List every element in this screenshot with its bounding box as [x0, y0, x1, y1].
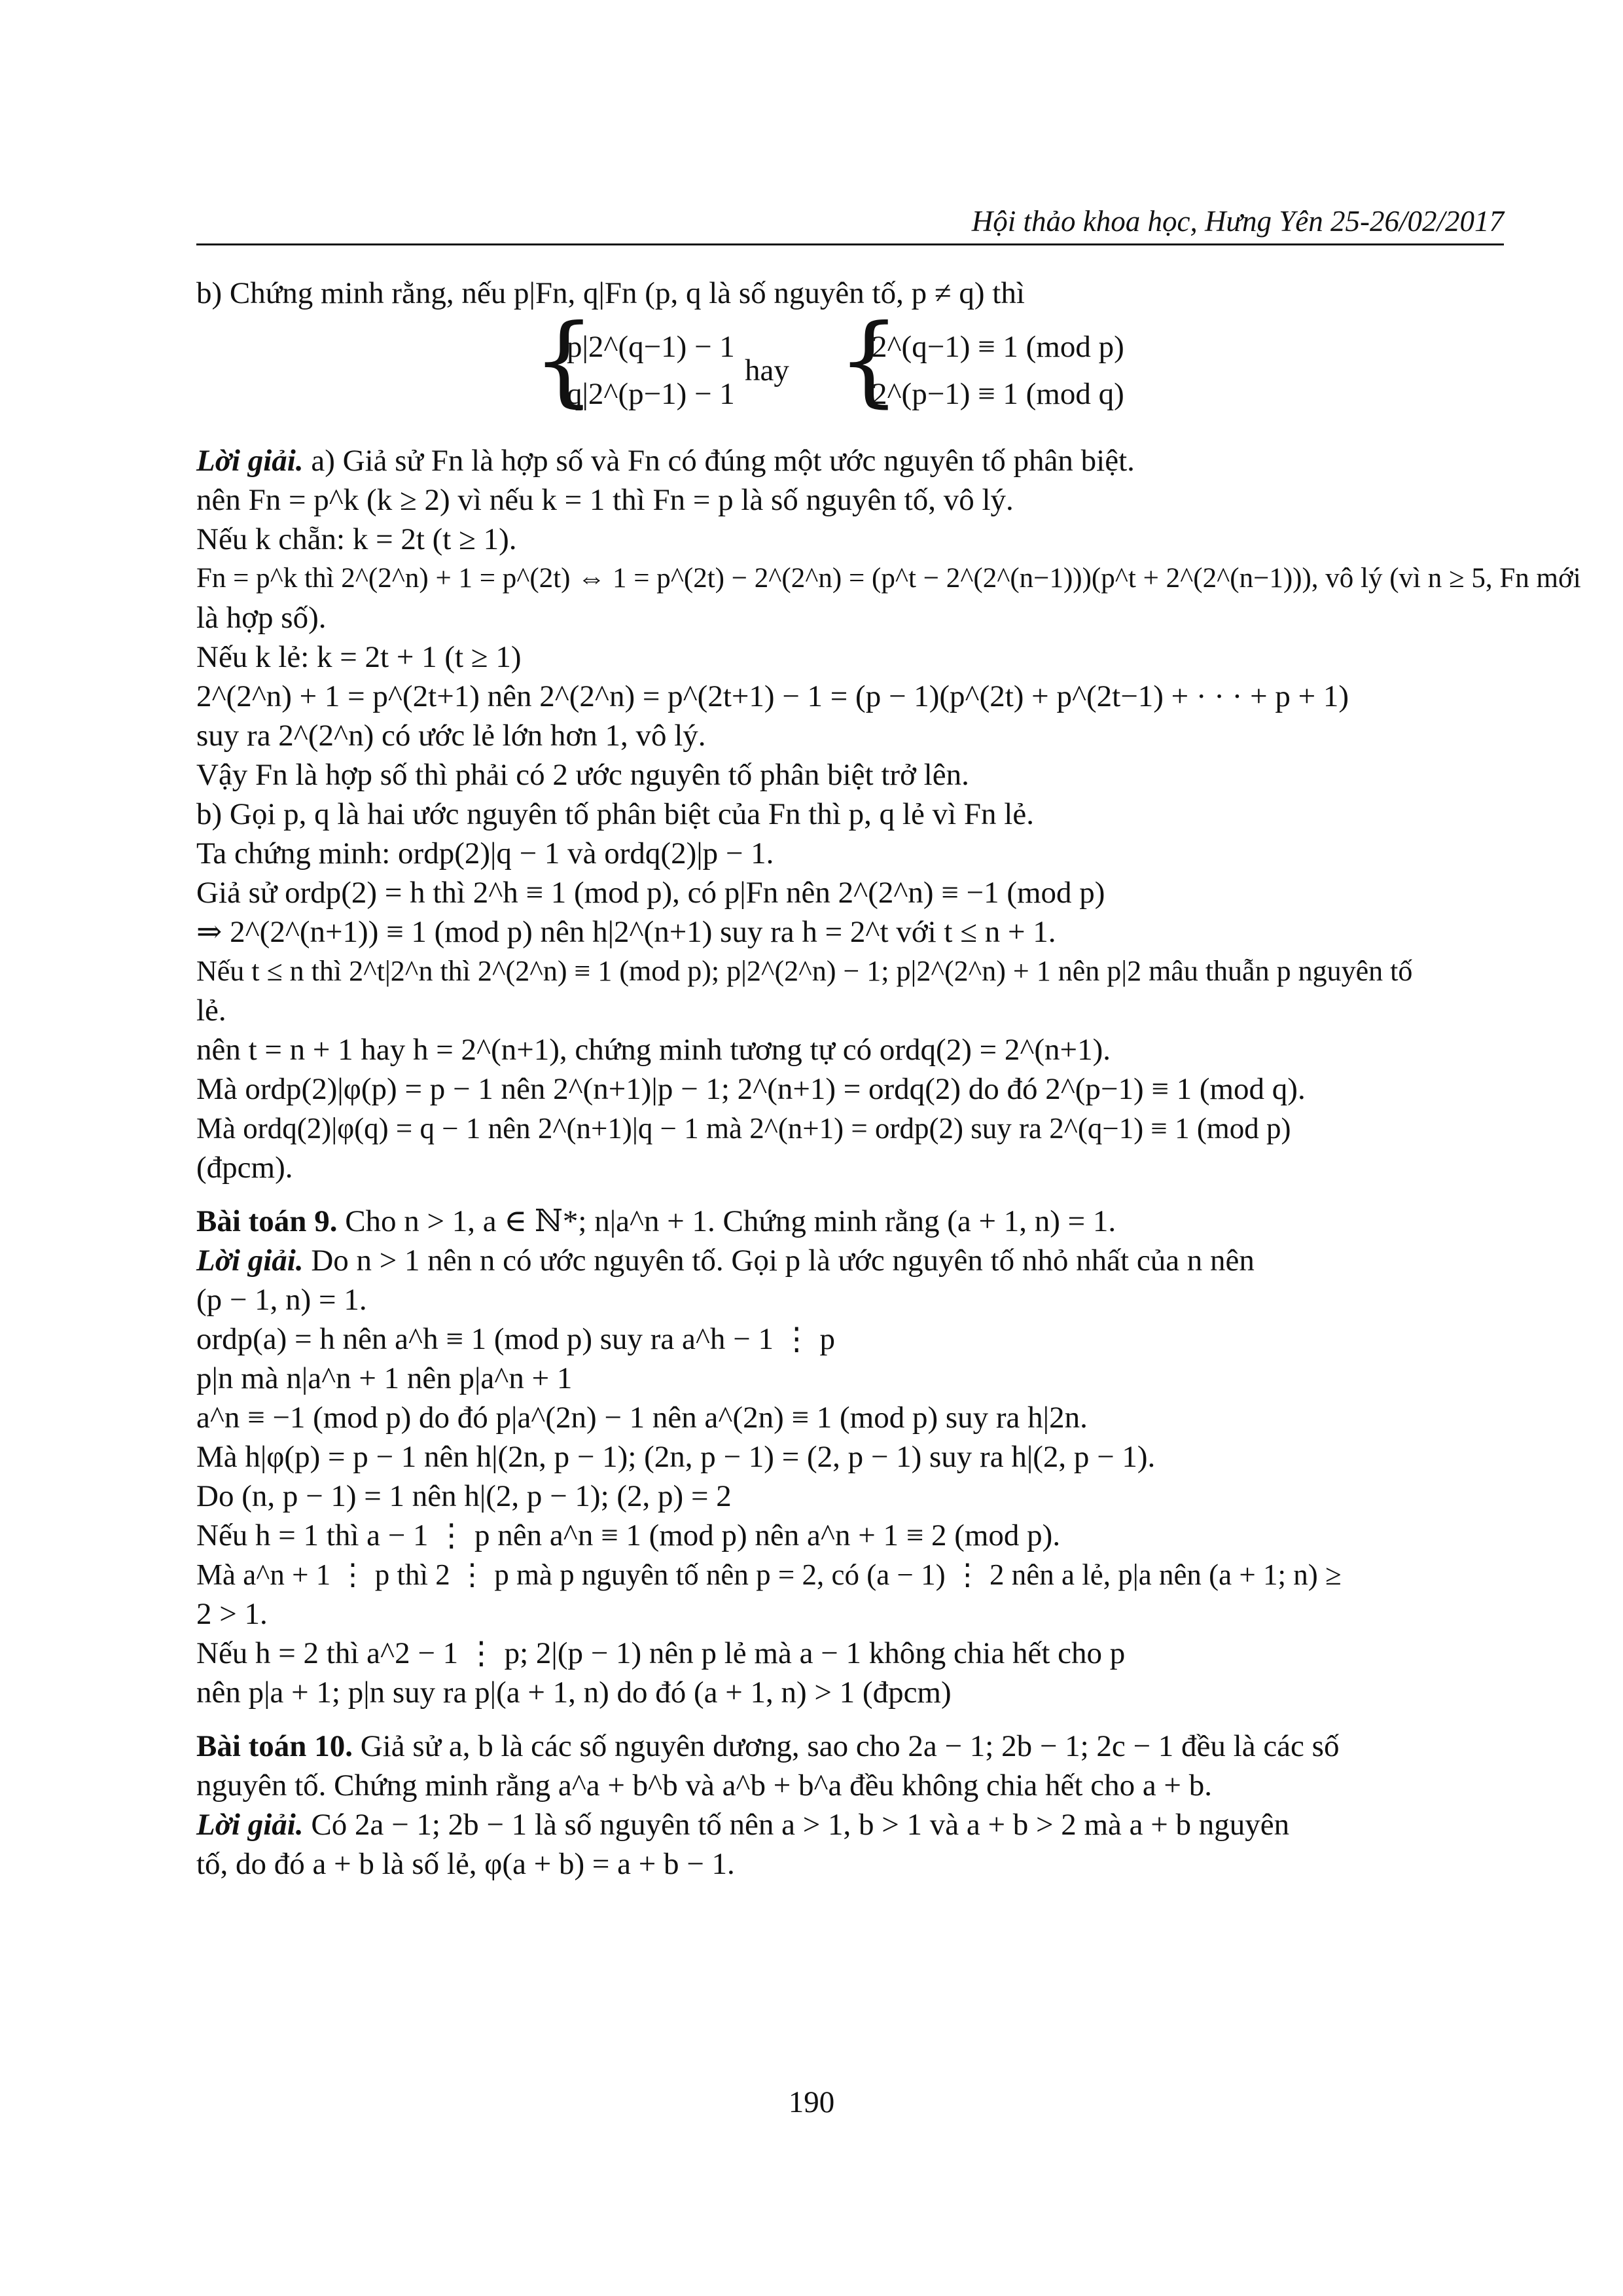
page-body — [196, 274, 1581, 1884]
congruence-system — [196, 304, 1504, 423]
solution1-line-5: Nếu k lẻ: k = 2t + 1 (t ≥ 1) — [196, 640, 522, 674]
problem10-solution-line-0: Lời giải. Có 2a − 1; 2b − 1 là số nguyên tố nên a > 1, b > 1 và a + b > 2 mà a + b nguyên — [196, 1808, 1290, 1842]
problem9-line-11: nên p|a + 1; p|n suy ra p|(a + 1, n) do đó (a + 1, n) > 1 (đpcm) — [196, 1676, 952, 1710]
problem10-statement-line-0: Bài toán 10. Giả sử a, b là các số nguyên dương, sao cho 2a − 1; 2b − 1; 2c − 1 đều là các số — [196, 1729, 1340, 1763]
solution1-line-12: ⇒ 2^(2^(n+1)) ≡ 1 (mod p) nên h|2^(n+1) suy ra h = 2^t với t ≤ n + 1. — [196, 915, 1056, 949]
header-rule — [196, 243, 1504, 245]
solution1-line-2: Nếu k chẵn: k = 2t (t ≥ 1). — [196, 522, 517, 556]
solution1-line-13: Nếu t ≤ n thì 2^t|2^n thì 2^(2^n) ≡ 1 (mod p); p|2^(2^n) − 1; p|2^(2^n) + 1 nên p|2 mâu thuẫn p nguyên tố — [196, 955, 1413, 987]
problem9-solution-label: Lời giải. — [196, 1244, 304, 1278]
system-left-1: p|2^(q−1) − 1 — [567, 330, 735, 364]
problem10-statement-line-1: nguyên tố. Chứng minh rằng a^a + b^b và a^b + b^a đều không chia hết cho a + b. — [196, 1768, 1212, 1803]
solution1-line-1: nên Fn = p^k (k ≥ 2) vì nếu k = 1 thì Fn = p là số nguyên tố, vô lý. — [196, 483, 1014, 517]
problem9-line-9: 2 > 1. — [196, 1597, 268, 1631]
problem9-line-10: Nếu h = 2 thì a^2 − 1 ⋮ p; 2|(p − 1) nên p lẻ mà a − 1 không chia hết cho p — [196, 1636, 1126, 1670]
problem9-line-8: Mà a^n + 1 ⋮ p thì 2 ⋮ p mà p nguyên tố nên p = 2, có (a − 1) ⋮ 2 nên a lẻ, p|a nên (a + 1; n) ≥ — [196, 1558, 1342, 1591]
problem9-line-2: ordp(a) = h nên a^h ≡ 1 (mod p) suy ra a^h − 1 ⋮ p — [196, 1322, 835, 1356]
system-right-2: 2^(p−1) ≡ 1 (mod q) — [872, 377, 1124, 411]
solution1-line-0: Lời giải. a) Giả sử Fn là hợp số và Fn có đúng một ước nguyên tố phân biệt. — [196, 444, 1135, 478]
solution1-line-6: 2^(2^n) + 1 = p^(2t+1) nên 2^(2^n) = p^(2t+1) − 1 = (p − 1)(p^(2t) + p^(2t−1) + · · · + p + 1) — [196, 679, 1349, 713]
system-left-2: q|2^(p−1) − 1 — [567, 377, 735, 411]
problem9-line-6: Do (n, p − 1) = 1 nên h|(2, p − 1); (2, p) = 2 — [196, 1479, 732, 1513]
solution1-line-10: Ta chứng minh: ordp(2)|q − 1 và ordq(2)|p − 1. — [196, 836, 774, 870]
problem10-solution-label: Lời giải. — [196, 1808, 304, 1842]
system-right-1: 2^(q−1) ≡ 1 (mod p) — [872, 330, 1124, 364]
solution1-line-11: Giả sử ordp(2) = h thì 2^h ≡ 1 (mod p), có p|Fn nên 2^(2^n) ≡ −1 (mod p) — [196, 876, 1105, 910]
solution1-line-17: Mà ordq(2)|φ(q) = q − 1 nên 2^(n+1)|q − 1 mà 2^(n+1) = ordp(2) suy ra 2^(q−1) ≡ 1 (mod p) — [196, 1112, 1291, 1145]
left-brace: { — [533, 304, 596, 418]
problem9-line-3: p|n mà n|a^n + 1 nên p|a^n + 1 — [196, 1361, 573, 1395]
solution1-line-18: (đpcm). — [196, 1151, 293, 1185]
solution1-line-7: suy ra 2^(2^n) có ước lẻ lớn hơn 1, vô lý. — [196, 719, 706, 753]
problem9-line-5: Mà h|φ(p) = p − 1 nên h|(2n, p − 1); (2n, p − 1) = (2, p − 1) suy ra h|(2, p − 1). — [196, 1440, 1156, 1474]
problem10-line-1: tố, do đó a + b là số lẻ, φ(a + b) = a + b − 1. — [196, 1847, 735, 1881]
problem9-statement-line: Bài toán 9. Cho n > 1, a ∈ ℕ*; n|a^n + 1. Chứng minh rằng (a + 1, n) = 1. — [196, 1204, 1116, 1238]
solution1-line-8: Vậy Fn là hợp số thì phải có 2 ước nguyên tố phân biệt trở lên. — [196, 758, 969, 792]
problem10-label: Bài toán 10. — [196, 1729, 353, 1763]
problem9-line-1: (p − 1, n) = 1. — [196, 1283, 367, 1317]
solution1-line-16: Mà ordp(2)|φ(p) = p − 1 nên 2^(n+1)|p − 1; 2^(n+1) = ordq(2) do đó 2^(p−1) ≡ 1 (mod q). — [196, 1072, 1306, 1106]
solution1-line-14: lẻ. — [196, 994, 226, 1028]
running-header: Hội thảo khoa học, Hưng Yên 25-26/02/2017 — [971, 205, 1504, 238]
solution1-line-3: Fn = p^k thì 2^(2^n) + 1 = p^(2t) ⇔ 1 = p^(2t) − 2^(2^n) = (p^t − 2^(2^(n−1)))(p^t + 2^(2^(n−1))), vô lý (vì n ≥ 5, Fn mới — [196, 563, 1581, 594]
solution1-line-15: nên t = n + 1 hay h = 2^(n+1), chứng minh tương tự có ordq(2) = 2^(n+1). — [196, 1033, 1111, 1067]
right-brace: { — [838, 304, 901, 418]
solution1-line-9: b) Gọi p, q là hai ước nguyên tố phân biệt của Fn thì p, q lẻ vì Fn lẻ. — [196, 797, 1034, 831]
page-number: 190 — [788, 2085, 835, 2119]
problem9-line-4: a^n ≡ −1 (mod p) do đó p|a^(2n) − 1 nên a^(2n) ≡ 1 (mod p) suy ra h|2n. — [196, 1401, 1088, 1435]
solution1-label: Lời giải. — [196, 444, 304, 478]
system-connector: hay — [745, 353, 789, 387]
problem9-label: Bài toán 9. — [196, 1204, 338, 1238]
solution1-line-4: là hợp số). — [196, 601, 327, 635]
intro-line: b) Chứng minh rằng, nếu p|Fn, q|Fn (p, q là số nguyên tố, p ≠ q) thì — [196, 276, 1025, 310]
problem9-solution-line-0: Lời giải. Do n > 1 nên n có ước nguyên tố. Gọi p là ước nguyên tố nhỏ nhất của n nên — [196, 1244, 1255, 1278]
problem9-line-7: Nếu h = 1 thì a − 1 ⋮ p nên a^n ≡ 1 (mod p) nên a^n + 1 ≡ 2 (mod p). — [196, 1518, 1061, 1552]
